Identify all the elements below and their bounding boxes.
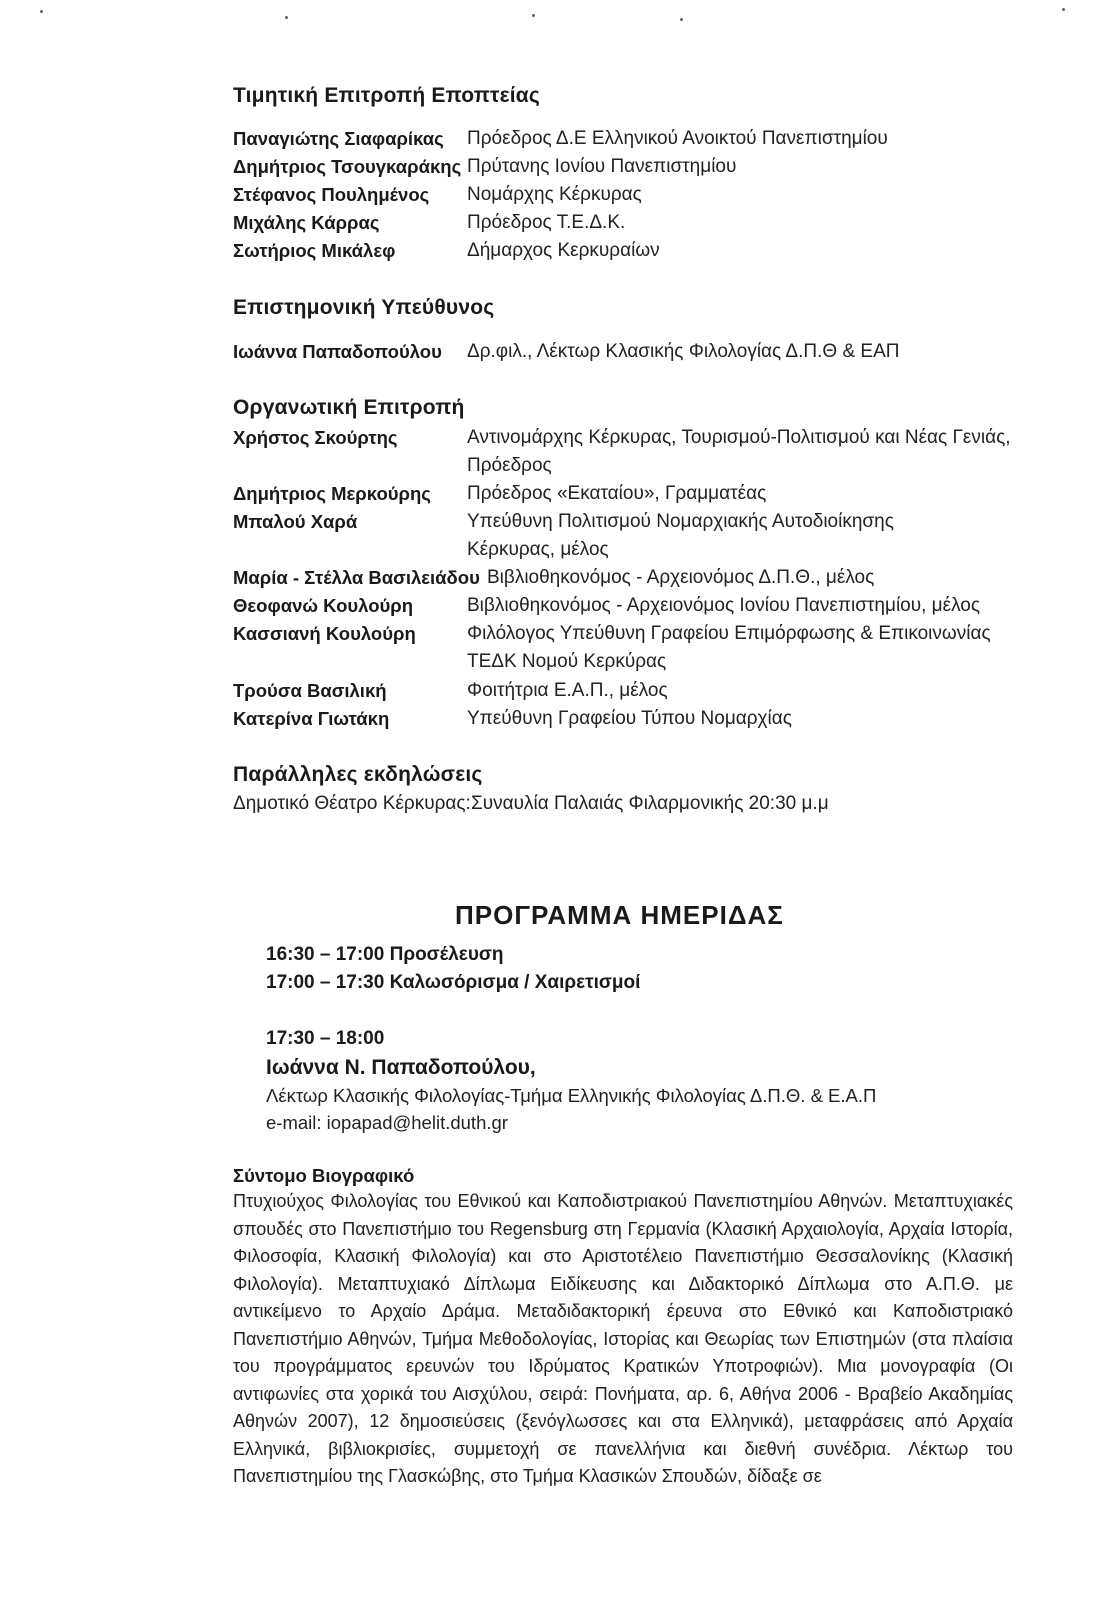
- speaker-email: e-mail: iopapad@helit.duth.gr: [266, 1112, 508, 1133]
- member-name: Κασσιανή Κουλούρη: [233, 623, 416, 644]
- organizing-committee-title: Οργανωτική Επιτροπή: [233, 396, 465, 419]
- talk-time: 17:30 – 18:00: [266, 1028, 385, 1049]
- scan-speck: [40, 10, 43, 13]
- member-role: Πρόεδρος Δ.Ε Ελληνικού Ανοικτού Πανεπιστημίου: [467, 128, 888, 149]
- member-role: Βιβλιοθηκονόμος - Αρχειονόμος Ιονίου Πανεπιστημίου, μέλος: [467, 595, 981, 616]
- scan-speck: [680, 18, 683, 21]
- event-description: Συναυλία Παλαιάς Φιλαρμονικής 20:30 μ.μ: [471, 793, 829, 814]
- member-name: Τρούσα Βασιλική: [233, 680, 387, 701]
- member-name: Μπαλού Χαρά: [233, 511, 358, 532]
- scan-speck: [1062, 8, 1065, 11]
- member-role-continued: Κέρκυρας, μέλος: [467, 539, 609, 560]
- member-role: Φοιτήτρια Ε.Α.Π., μέλος: [467, 680, 668, 701]
- bio-text: Πτυχιούχος Φιλολογίας του Εθνικού και Καποδιστριακού Πανεπιστημίου Αθηνών. Μεταπτυχιακές σπουδές στο Πανεπιστήμιο του Regensburg στη Γερμανία (Κλασική Αρχαιολογία, Αρχαία Ιστορία, Φιλοσοφία, Κλασική Φιλολογία) και στο Αριστοτέλειο Πανεπιστήμιο Θεσσαλονίκης (Κλασική Φιλολογία). Μεταπτυχιακό Δίπλωμα Ειδίκευσης και Διδακτορικό Δίπλωμα στο Α.Π.Θ. με αντικείμενο το Αρχαίο Δράμα. Μεταδιδακτορική έρευνα στο Εθνικό και Καποδιστριακό Πανεπιστήμιο Αθηνών, Τμήμα Μεθοδολογίας, Ιστορίας και Θεωρίας των Επιστημών (στα πλαίσια του προγράμματος ερευνών του Ιδρύματος Κρατικών Υποτροφιών). Μια μονογραφία (Οι αντιφωνίες στα χορικά του Αισχύλου, σειρά: Πονήματα, αρ. 6, Αθήνα 2006 - Βραβείο Ακαδημίας Αθηνών 2007), 12 δημοσιεύσεις (ξενόγλωσσες και στα Ελληνικά), μεταφράσεις από Αρχαία Ελληνικά, βιβλιοκρισίες, συμμετοχή σε πανελλήνια και διεθνή συνέδρια. Λέκτωρ του Πανεπιστημίου της Γλασκώβης, στο Τμήμα Κλασικών Σπουδών, δίδαξε σε: [233, 1191, 1013, 1486]
- supervisor-name: Ιωάννα Παπαδοπούλου: [233, 341, 442, 362]
- scientific-supervisor-title: Επιστημονική Υπεύθυνος: [233, 296, 495, 319]
- event-venue: Δημοτικό Θέατρο Κέρκυρας:: [233, 793, 471, 814]
- member-role: Δήμαρχος Κερκυραίων: [467, 240, 660, 261]
- member-name: Στέφανος Πουλημένος: [233, 184, 430, 205]
- member-role-continued: ΤΕΔΚ Νομού Κερκύρας: [467, 651, 667, 672]
- honorary-committee-title: Τιμητική Επιτροπή Εποπτείας: [233, 84, 541, 107]
- scan-speck: [532, 14, 535, 17]
- member-role: Πρόεδρος «Εκαταίου», Γραμματέας: [467, 483, 767, 504]
- member-role: Υπεύθυνη Πολιτισμού Νομαρχιακής Αυτοδιοίκησης: [467, 511, 894, 532]
- program-item: 16:30 – 17:00 Προσέλευση: [266, 944, 504, 965]
- member-name: Θεοφανώ Κουλούρη: [233, 595, 414, 616]
- member-name: Χρήστος Σκούρτης: [233, 427, 398, 448]
- member-role: Αντινομάρχης Κέρκυρας, Τουρισμού-Πολιτισμού και Νέας Γενιάς,: [467, 427, 1011, 448]
- member-name: Μαρία - Στέλλα Βασιλειάδου: [233, 567, 480, 588]
- member-name: Κατερίνα Γιωτάκη: [233, 708, 390, 729]
- member-role: Νομάρχης Κέρκυρας: [467, 184, 642, 205]
- member-name: Σωτήριος Μικάλεφ: [233, 240, 396, 261]
- speaker-name: Ιωάννα Ν. Παπαδοπούλου,: [266, 1056, 536, 1079]
- parallel-events-title: Παράλληλες εκδηλώσεις: [233, 763, 483, 786]
- bio-title: Σύντομο Βιογραφικό: [233, 1165, 415, 1186]
- member-name: Μιχάλης Κάρρας: [233, 212, 380, 233]
- member-role: Υπεύθυνη Γραφείου Τύπου Νομαρχίας: [467, 708, 792, 729]
- member-role: Φιλόλογος Υπεύθυνη Γραφείου Επιμόρφωσης & Επικοινωνίας: [467, 623, 991, 644]
- member-name: Δημήτριος Τσουγκαράκης: [233, 156, 462, 177]
- member-role: Βιβλιοθηκονόμος - Αρχειονόμος Δ.Π.Θ., μέλος: [487, 567, 875, 588]
- member-role: Πρόεδρος Τ.Ε.Δ.Κ.: [467, 212, 626, 233]
- program-item: 17:00 – 17:30 Καλωσόρισμα / Χαιρετισμοί: [266, 972, 641, 993]
- speaker-affiliation: Λέκτωρ Κλασικής Φιλολογίας-Τμήμα Ελληνικής Φιλολογίας Δ.Π.Θ. & Ε.Α.Π: [266, 1085, 877, 1106]
- scan-speck: [285, 16, 288, 19]
- member-role: Πρύτανης Ιονίου Πανεπιστημίου: [467, 156, 737, 177]
- member-name: Παναγιώτης Σιαφαρίκας: [233, 128, 444, 149]
- supervisor-role: Δρ.φιλ., Λέκτωρ Κλασικής Φιλολογίας Δ.Π.Θ & ΕΑΠ: [467, 341, 900, 362]
- member-role-continued: Πρόεδρος: [467, 455, 552, 476]
- program-title: ΠΡΟΓΡΑΜΜΑ ΗΜΕΡΙΔΑΣ: [455, 900, 784, 930]
- member-name: Δημήτριος Μερκούρης: [233, 483, 431, 504]
